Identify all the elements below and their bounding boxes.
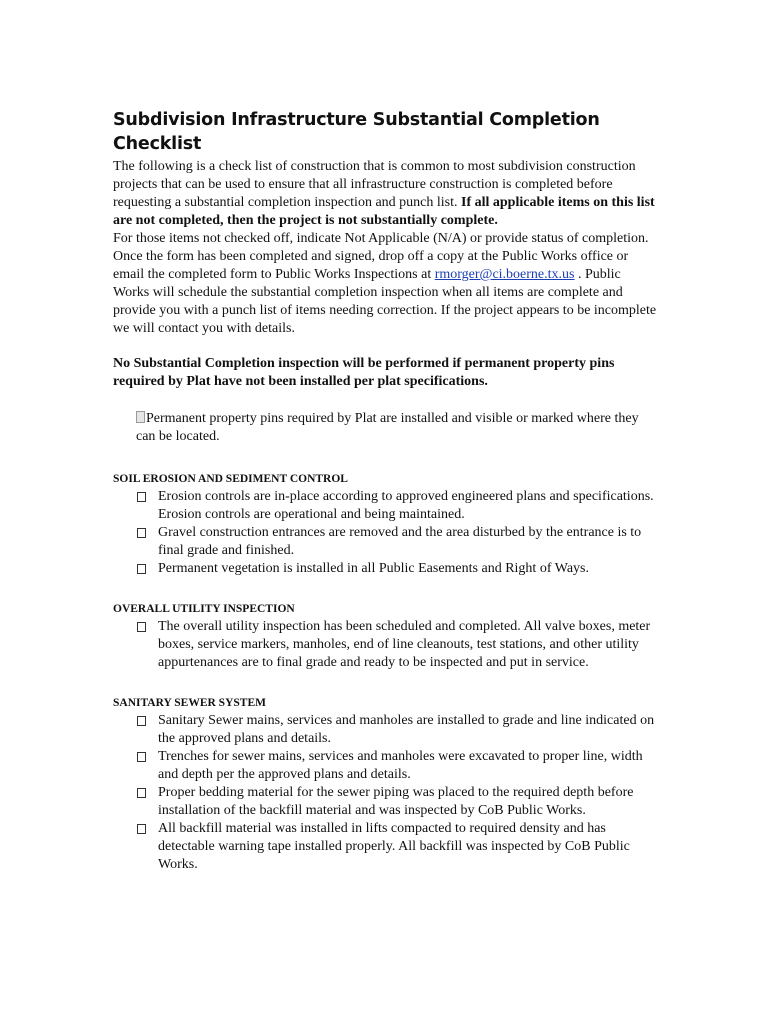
checklist-item (113, 820, 658, 874)
erosion-checklist (113, 488, 658, 578)
checklist-item (113, 488, 658, 524)
checkbox[interactable] (137, 492, 146, 502)
checkbox[interactable] (137, 788, 146, 798)
checklist-item (113, 784, 658, 820)
page-title: Subdivision Infrastructure Substantial Completion Checklist (113, 110, 600, 154)
instructions-text-2: . Public Works will schedule the substantial completion inspection when all items are complete and provide you with a punch list of items needing correction. If the project appears to be incomplete we will contact you with details. (113, 267, 657, 336)
intro-text: The following is a check list of construction that is common to most subdivision construction projects that can be used to ensure that all infrastructure construction is completed before requesting a substantial completion inspection and punch list. (113, 159, 636, 210)
checklist-item-text: Gravel construction entrances are removed and the area disturbed by the entrance is to final grade and finished. (158, 525, 642, 558)
document-page (113, 108, 658, 874)
checkbox[interactable] (137, 622, 146, 632)
intro-paragraph (113, 158, 658, 230)
checklist-item-text: The overall utility inspection has been scheduled and completed. All valve boxes, meter boxes, service markers, manholes, end of line cleanouts, test stations, and other utility appurtenances are to final grade and ready to be inspected and put in service. (158, 619, 651, 670)
instructions-text: For those items not checked off, indicate Not Applicable (N/A) or provide status of completion. Once the form has been completed and signed, drop off a copy at the Public Works office or email the completed form to Public Works Inspections at (113, 231, 649, 282)
checklist-item (113, 618, 658, 672)
pins-item-text: Permanent property pins required by Plat are installed and visible or marked where they can be located. (136, 411, 639, 444)
checklist-item-text: Proper bedding material for the sewer piping was placed to the required depth before installation of the backfill material and was inspected by CoB Public Works. (158, 785, 634, 818)
checklist-item-text: All backfill material was installed in lifts compacted to required density and has detectable warning tape installed properly. All backfill was inspected by CoB Public Works. (158, 821, 630, 872)
checkbox[interactable] (137, 716, 146, 726)
utility-checklist (113, 618, 658, 672)
section-heading-erosion: SOIL EROSION AND SEDIMENT CONTROL (113, 473, 348, 485)
checklist-item (113, 712, 658, 748)
checklist-item-text: Sanitary Sewer mains, services and manholes are installed to grade and line indicated on the approved plans and details. (158, 713, 655, 746)
checklist-item-text: Erosion controls are in-place according to approved engineered plans and specifications. Erosion controls are operational and being maintained. (158, 489, 654, 522)
checklist-item-text: Trenches for sewer mains, services and manholes were excavated to proper line, width and depth per the approved plans and details. (158, 749, 643, 782)
pins-checklist-item (136, 410, 658, 446)
pins-checkbox[interactable] (136, 411, 145, 423)
checklist-item (113, 524, 658, 560)
email-link[interactable]: rmorger@ci.boerne.tx.us (434, 267, 575, 282)
instructions-paragraph (113, 230, 658, 338)
checkbox[interactable] (137, 752, 146, 762)
checklist-item-text: Permanent vegetation is installed in all Public Easements and Right of Ways. (158, 561, 589, 576)
checkbox[interactable] (137, 824, 146, 834)
warning-notice: No Substantial Completion inspection will be performed if permanent property pins required by Plat have not been installed per plat specifications. (113, 356, 615, 389)
checkbox[interactable] (137, 564, 146, 574)
section-heading-sewer: SANITARY SEWER SYSTEM (113, 697, 266, 709)
checkbox[interactable] (137, 528, 146, 538)
section-heading-utility: OVERALL UTILITY INSPECTION (113, 603, 295, 615)
checklist-item (113, 560, 658, 578)
checklist-item (113, 748, 658, 784)
intro-bold-text: If all applicable items on this list are not completed, then the project is not substantially complete. (113, 195, 655, 228)
sewer-checklist (113, 712, 658, 874)
